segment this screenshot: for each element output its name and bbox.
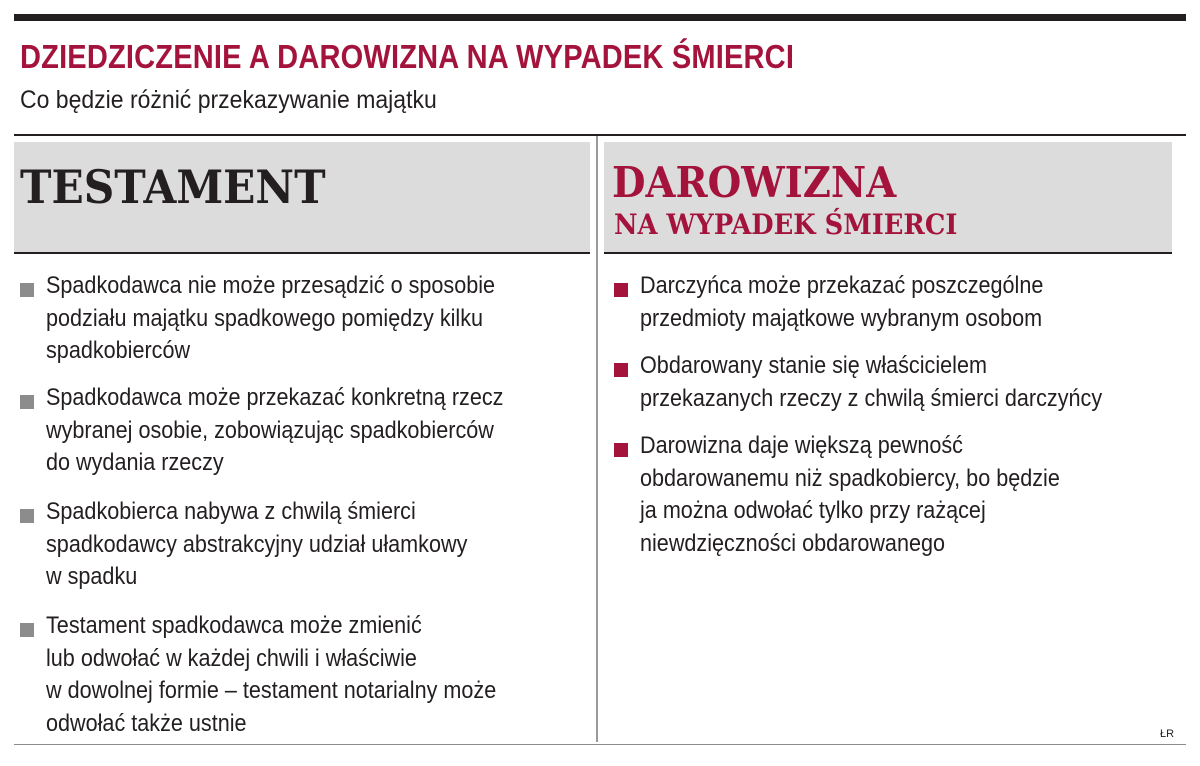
square-bullet-icon — [614, 363, 628, 377]
testament-header-rule — [14, 252, 590, 254]
item-line: do wydania rzeczy — [46, 449, 224, 476]
item-line: Darowizna daje większą pewność — [640, 432, 963, 459]
item-line: w dowolnej formie – testament notarialny może — [46, 677, 497, 704]
item-line: w spadku — [46, 563, 138, 590]
item-line: Spadkobierca nabywa z chwilą śmierci — [46, 498, 416, 525]
page-subtitle: Co będzie różnić przekazywanie majątku — [20, 86, 437, 114]
page-title: DZIEDZICZENIE A DAROWIZNA NA WYPADEK ŚMIERCI — [20, 38, 795, 75]
item-line: spadkodawcy abstrakcyjny udział ułamkowy — [46, 530, 468, 558]
square-bullet-icon — [20, 283, 34, 297]
darowizna-header — [604, 142, 1172, 252]
author-credit: ŁR — [1160, 728, 1175, 740]
testament-header — [14, 142, 590, 252]
item-line: przedmioty majątkowe wybranym osobom — [640, 304, 1043, 332]
darowizna-header-rule — [604, 252, 1172, 254]
item-line: niewdzięczności obdarowanego — [640, 529, 946, 557]
square-bullet-icon — [20, 395, 34, 409]
item-line: odwołać także ustnie — [46, 709, 247, 737]
top-rule — [14, 14, 1186, 21]
testament-title: TESTAMENT — [20, 160, 326, 214]
bottom-rule — [14, 744, 1186, 745]
darowizna-title: DAROWIZNA — [612, 158, 897, 207]
item-line: przekazanych rzeczy z chwilą śmierci darczyńcy — [640, 384, 1103, 412]
item-line: Spadkodawca nie może przesądzić o sposobie — [46, 272, 496, 299]
item-line: Spadkodawca może przekazać konkretną rzecz — [46, 384, 504, 411]
item-line: spadkobierców — [46, 337, 191, 364]
item-line: obdarowanemu niż spadkobiercy, bo będzie — [640, 464, 1060, 492]
item-line: Obdarowany stanie się właścicielem — [640, 352, 987, 379]
square-bullet-icon — [20, 509, 34, 523]
square-bullet-icon — [20, 623, 34, 637]
square-bullet-icon — [614, 283, 628, 297]
item-line: lub odwołać w każdej chwili i właściwie — [46, 644, 417, 672]
item-line: Darczyńca może przekazać poszczególne — [640, 272, 1044, 299]
header-divider — [14, 134, 1186, 136]
item-line: wybranej osobie, zobowiązując spadkobierców — [46, 416, 494, 444]
darowizna-subtitle: NA WYPADEK ŚMIERCI — [614, 208, 958, 241]
item-line: Testament spadkodawca może zmienić — [46, 612, 422, 639]
square-bullet-icon — [614, 443, 628, 457]
column-divider — [596, 136, 598, 742]
item-line: podziału majątku spadkowego pomiędzy kilku — [46, 304, 484, 332]
item-line: ja można odwołać tylko przy rażącej — [640, 497, 986, 524]
